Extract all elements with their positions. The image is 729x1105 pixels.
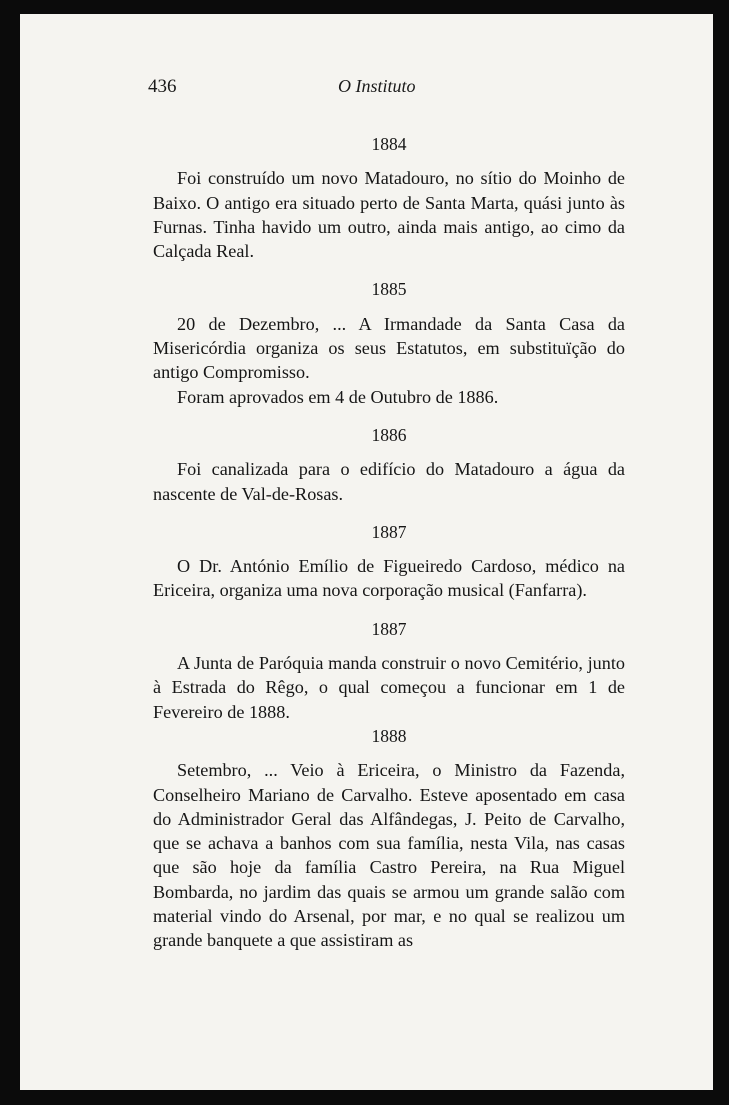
paragraph: Foi canalizada para o edifício do Matadouro a água da nascente de Val-de-Rosas.	[153, 459, 625, 504]
year-heading: 1887	[371, 618, 407, 639]
paragraph: A Junta de Paróquia manda construir o novo Cemitério, junto à Estrada do Rêgo, o qual começou a funcionar em 1 de Fevereiro de 1888.	[153, 653, 625, 722]
entry-1885	[153, 277, 625, 408]
year-heading: 1886	[371, 424, 407, 445]
paragraph: 20 de Dezembro, ... A Irmandade da Santa Casa da Misericórdia organiza os seus Estatutos, em substituïção do antigo Compromisso.	[153, 313, 625, 383]
entry-1884	[153, 132, 625, 263]
document-page	[20, 14, 713, 1090]
running-title: O Instituto	[338, 76, 416, 96]
year-heading: 1887	[371, 521, 407, 542]
year-heading: 1884	[371, 134, 407, 154]
page-header	[148, 76, 488, 106]
year-heading: 1888	[371, 725, 407, 746]
body-text	[153, 132, 625, 953]
paragraph: Foi construído um novo Matadouro, no sítio do Moinho de Baixo. O antigo era situado perto de Santa Marta, quási junto às Furnas. Tinha havido um outro, ainda mais antigo, ao cimo da Calçada Real.	[153, 168, 625, 262]
year-heading: 1885	[371, 279, 407, 300]
entry-1888	[153, 724, 625, 953]
entry-1887-b	[153, 617, 625, 724]
page-number: 436	[148, 76, 177, 97]
entry-1887-a	[153, 520, 625, 603]
paragraph: O Dr. António Emílio de Figueiredo Cardoso, médico na Ericeira, organiza uma nova corporação musical (Fanfarra).	[153, 556, 625, 601]
paragraph: Foram aprovados em 4 de Outubro de 1886.	[177, 386, 499, 407]
paragraph: Setembro, ... Veio à Ericeira, o Ministro da Fazenda, Conselheiro Mariano de Carvalho. Esteve aposentado em casa do Administrador Geral das Alfândegas, J. Peito de Carvalho, que se achava a banhos com sua família, nesta Vila, nas casas que são hoje da família Castro Pereira, na Rua Miguel Bombarda, no jardim das quais se armou um grande salão com material vindo do Arsenal, por mar, e no qual se realizou um grande banquete a que assistiram as	[153, 760, 625, 951]
entry-1886	[153, 423, 625, 506]
